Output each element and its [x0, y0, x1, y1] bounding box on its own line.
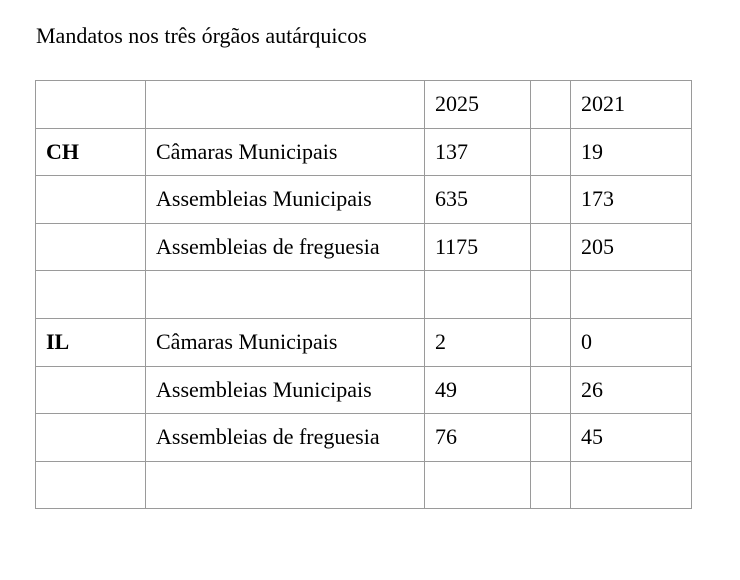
- organ-cell: Assembleias de freguesia: [146, 414, 425, 462]
- table-row: [36, 414, 692, 462]
- value-2021-cell: [571, 461, 692, 509]
- value-2021-cell: 173: [571, 176, 692, 224]
- value-2021-cell: 19: [571, 128, 692, 176]
- spacer-cell: [531, 461, 571, 509]
- spacer-cell: [531, 414, 571, 462]
- header-cell-spacer: [531, 81, 571, 129]
- value-2021-cell: [571, 271, 692, 319]
- value-2025-cell: [425, 461, 531, 509]
- table-row: [36, 128, 692, 176]
- organ-cell: Câmaras Municipais: [146, 318, 425, 366]
- party-cell: IL: [36, 318, 146, 366]
- value-2021-cell: 26: [571, 366, 692, 414]
- party-cell: [36, 223, 146, 271]
- spacer-cell: [531, 366, 571, 414]
- header-cell-2021: 2021: [571, 81, 692, 129]
- party-cell: [36, 176, 146, 224]
- header-cell-party: [36, 81, 146, 129]
- table-row: [36, 366, 692, 414]
- value-2025-cell: 137: [425, 128, 531, 176]
- spacer-cell: [531, 176, 571, 224]
- value-2025-cell: 1175: [425, 223, 531, 271]
- table-header-row: [36, 81, 692, 129]
- document-title: Mandatos nos três órgãos autárquicos: [36, 23, 367, 48]
- value-2025-cell: [425, 271, 531, 319]
- header-cell-organ: [146, 81, 425, 129]
- value-2025-cell: 76: [425, 414, 531, 462]
- organ-cell: Assembleias de freguesia: [146, 223, 425, 271]
- organ-cell: [146, 461, 425, 509]
- party-cell: CH: [36, 128, 146, 176]
- table-row-empty: [36, 271, 692, 319]
- organ-cell: Assembleias Municipais: [146, 366, 425, 414]
- spacer-cell: [531, 223, 571, 271]
- value-2021-cell: 0: [571, 318, 692, 366]
- party-cell: [36, 366, 146, 414]
- spacer-cell: [531, 271, 571, 319]
- table-row: [36, 223, 692, 271]
- value-2025-cell: 49: [425, 366, 531, 414]
- value-2021-cell: 205: [571, 223, 692, 271]
- party-cell: [36, 271, 146, 319]
- spacer-cell: [531, 128, 571, 176]
- party-cell: [36, 461, 146, 509]
- table-row: [36, 176, 692, 224]
- value-2021-cell: 45: [571, 414, 692, 462]
- party-cell: [36, 414, 146, 462]
- table-row: [36, 318, 692, 366]
- organ-cell: Câmaras Municipais: [146, 128, 425, 176]
- organ-cell: Assembleias Municipais: [146, 176, 425, 224]
- value-2025-cell: 2: [425, 318, 531, 366]
- header-cell-2025: 2025: [425, 81, 531, 129]
- table-row-empty: [36, 461, 692, 509]
- mandates-table: [35, 80, 692, 509]
- value-2025-cell: 635: [425, 176, 531, 224]
- organ-cell: [146, 271, 425, 319]
- spacer-cell: [531, 318, 571, 366]
